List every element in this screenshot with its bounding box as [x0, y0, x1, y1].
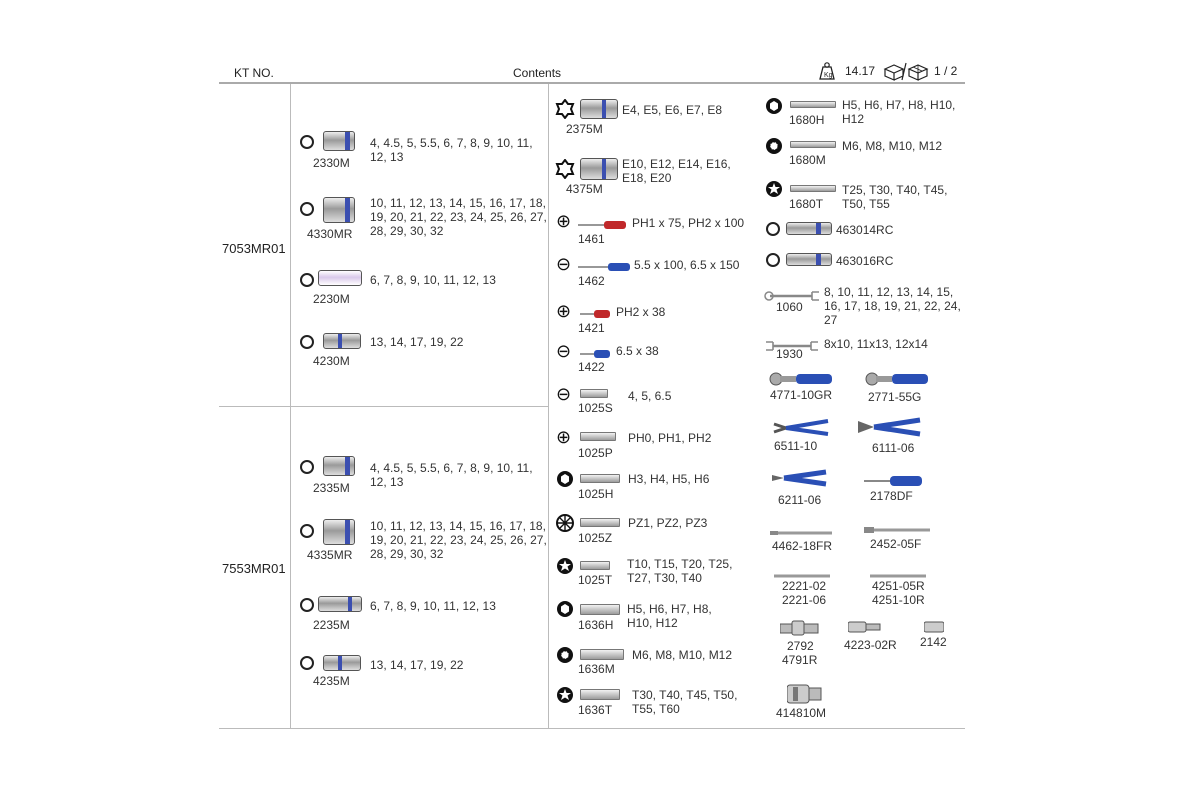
bit-icon: [580, 518, 620, 527]
item-sizes: 8x10, 11x13, 12x14: [824, 337, 928, 351]
item-code: 2235M: [313, 618, 350, 632]
item-code: 4330MR: [307, 227, 353, 241]
torx-icon: [556, 686, 574, 709]
item-sizes: 13, 14, 17, 19, 22: [370, 335, 464, 349]
item-sizes: T25, T30, T40, T45, T50, T55: [842, 183, 948, 211]
socket-band: [602, 159, 606, 179]
header-rule: [219, 82, 965, 84]
row-divider: [219, 406, 548, 407]
hex-bit-symbol-icon: [765, 97, 783, 120]
socket-band: [816, 254, 821, 265]
item-sizes: H5, H6, H7, H8, H10, H12: [627, 602, 712, 630]
hex-socket-ring-icon: [300, 524, 314, 538]
hex-socket-ring-icon: [766, 253, 780, 267]
item-sizes: 4, 5, 6.5: [628, 389, 672, 403]
tool-code: 4223-02R: [844, 638, 897, 652]
item-code: 1060: [776, 300, 803, 314]
item-code: 1462: [578, 274, 605, 288]
pozidriv-icon: [556, 514, 574, 537]
bit-icon: [580, 474, 620, 483]
tool-code: 4462-18FR: [772, 539, 833, 553]
hex-socket-ring-icon: [300, 335, 314, 349]
item-sizes: 5.5 x 100, 6.5 x 150: [634, 258, 740, 272]
item-code: 1025Z: [578, 531, 613, 545]
hex-socket-ring-icon: [300, 202, 314, 216]
socket-band: [345, 132, 350, 150]
phillips-icon: ⊕: [556, 427, 572, 447]
socket-icon: [318, 270, 362, 286]
item-code: 1025H: [578, 487, 614, 501]
socket-band: [348, 597, 352, 611]
tool-code: 6511-10: [774, 439, 818, 453]
item-sizes: 13, 14, 17, 19, 22: [370, 658, 464, 672]
item-sizes: PH2 x 38: [616, 305, 666, 319]
item-sizes: 6, 7, 8, 9, 10, 11, 12, 13: [370, 599, 496, 613]
socket-icon: [580, 158, 618, 180]
spline-icon: [556, 646, 574, 669]
tool-code: 4771-10GR: [770, 388, 833, 402]
item-code: 4230M: [313, 354, 350, 368]
item-code: 1636M: [578, 662, 615, 676]
tool-code: 2771-55G: [868, 390, 922, 404]
item-sizes: PH1 x 75, PH2 x 100: [632, 216, 745, 230]
tool-code: 2452-05F: [870, 537, 922, 551]
bit-icon: [580, 649, 624, 660]
socket-band: [338, 334, 342, 348]
item-code: 2375M: [566, 122, 603, 136]
item-sizes: M6, M8, M10, M12: [842, 139, 943, 153]
item-code: 4335MR: [307, 548, 353, 562]
torx-icon: [765, 180, 783, 203]
tool-code: 2178DF: [870, 489, 913, 503]
kt-no-header: KT NO.: [234, 66, 274, 80]
socket-icon: [323, 655, 361, 671]
tool-code: 414810M: [776, 706, 827, 720]
bit-icon: [580, 561, 610, 570]
item-sizes: 10, 11, 12, 13, 14, 15, 16, 17, 18, 19, 20, 21, 22, 23, 24, 25, 26, 27, 28, 29, 30, 32: [370, 196, 547, 238]
kt-number: 7053MR01: [222, 241, 286, 256]
item-code: 1680M: [789, 153, 826, 167]
item-sizes: 4, 4.5, 5, 5.5, 6, 7, 8, 9, 10, 11, 12, 13: [370, 136, 533, 164]
kt-number: 7553MR01: [222, 561, 286, 576]
e-torx-icon: [555, 159, 575, 184]
spark-plug-socket-icon: [786, 253, 832, 266]
weight-value: 14.17: [845, 64, 876, 78]
socket-icon: [323, 131, 355, 151]
bottom-rule: [219, 728, 965, 729]
item-code: 1636H: [578, 618, 614, 632]
hex-bit-symbol-icon: [556, 600, 574, 623]
bit-icon: [580, 389, 608, 398]
item-code: 2230M: [313, 292, 350, 306]
kt-column-divider: [290, 84, 291, 728]
contents-column-divider: [548, 84, 549, 728]
socket-icon: [323, 519, 355, 545]
item-code: 1025S: [578, 401, 613, 415]
item-sizes: E4, E5, E6, E7, E8: [622, 103, 723, 117]
item-code: 4235M: [313, 674, 350, 688]
item-sizes: H3, H4, H5, H6: [628, 472, 710, 486]
item-sizes: PZ1, PZ2, PZ3: [628, 516, 708, 530]
socket-band: [345, 198, 350, 222]
hex-socket-ring-icon: [300, 598, 314, 612]
phillips-icon: ⊕: [556, 301, 572, 321]
item-sizes: 4, 4.5, 5, 5.5, 6, 7, 8, 9, 10, 11, 12, 13: [370, 461, 533, 489]
socket-band: [602, 100, 606, 118]
hex-socket-ring-icon: [300, 273, 314, 287]
socket-band: [345, 457, 350, 475]
tool-code: 2221-06: [782, 593, 827, 607]
item-code: 463014RC: [836, 223, 894, 237]
item-code: 1930: [776, 347, 803, 361]
slotted-icon: ⊖: [556, 254, 572, 274]
item-sizes: T10, T15, T20, T25, T27, T30, T40: [627, 557, 733, 585]
item-sizes: H5, H6, H7, H8, H10, H12: [842, 98, 956, 126]
item-code: 1422: [578, 360, 605, 374]
item-code: 1636T: [578, 703, 613, 717]
hex-socket-ring-icon: [300, 460, 314, 474]
socket-band: [338, 656, 342, 670]
item-sizes: PH0, PH1, PH2: [628, 431, 712, 445]
spline-icon: [765, 137, 783, 160]
item-code: 463016RC: [836, 254, 894, 268]
item-code: 1421: [578, 321, 605, 335]
e-torx-icon: [555, 99, 575, 124]
tool-code: 4251-05R: [872, 579, 925, 593]
phillips-icon: ⊕: [556, 211, 572, 231]
item-sizes: M6, M8, M10, M12: [632, 648, 733, 662]
slotted-icon: ⊖: [556, 341, 572, 361]
tool-code: 6211-06: [778, 493, 822, 507]
torx-icon: [556, 557, 574, 580]
contents-header: Contents: [513, 66, 562, 80]
socket-icon: [323, 333, 361, 349]
bit-icon: [580, 604, 620, 615]
socket-icon: [318, 596, 362, 612]
tool-code: 6111-06: [872, 441, 915, 455]
socket-icon: [323, 197, 355, 223]
ratchet-icon: [864, 372, 930, 391]
long-bit-icon: [790, 101, 836, 108]
slotted-icon: ⊖: [556, 384, 572, 404]
item-sizes: 6.5 x 38: [616, 344, 659, 358]
item-sizes: E10, E12, E14, E16, E18, E20: [622, 157, 731, 185]
hex-socket-ring-icon: [300, 656, 314, 670]
hex-bit-symbol-icon: [556, 470, 574, 493]
tool-code: 4791R: [782, 653, 818, 667]
svg-text:Kg: Kg: [824, 72, 833, 79]
item-sizes: 8, 10, 11, 12, 13, 14, 15, 16, 17, 18, 19, 21, 22, 24, 27: [824, 285, 961, 327]
item-code: 2335M: [313, 481, 350, 495]
hex-socket-ring-icon: [766, 222, 780, 236]
pack-value: 1 / 2: [934, 64, 958, 78]
long-bit-icon: [790, 185, 836, 192]
bit-icon: [580, 432, 616, 441]
item-code: 2330M: [313, 156, 350, 170]
socket-band: [345, 520, 350, 544]
socket-band: [816, 223, 821, 234]
item-code: 1680H: [789, 113, 825, 127]
hex-socket-ring-icon: [300, 135, 314, 149]
socket-icon: [323, 456, 355, 476]
item-sizes: T30, T40, T45, T50, T55, T60: [632, 688, 738, 716]
item-code: 1680T: [789, 197, 824, 211]
combination-pliers-icon: [856, 416, 922, 443]
tool-code: 2221-02: [782, 579, 827, 593]
item-code: 4375M: [566, 182, 603, 196]
item-sizes: 10, 11, 12, 13, 14, 15, 16, 17, 18, 19, 20, 21, 22, 23, 24, 25, 26, 27, 28, 29, 30, 32: [370, 519, 547, 561]
socket-icon: [580, 99, 618, 119]
long-bit-icon: [790, 141, 836, 148]
tool-code: 2792: [787, 639, 814, 653]
diagonal-cutter-icon: [770, 468, 828, 493]
item-code: 1025T: [578, 573, 613, 587]
item-code: 1025P: [578, 446, 613, 460]
tool-code: 2142: [920, 635, 947, 649]
tool-code: 4251-10R: [872, 593, 925, 607]
spark-plug-socket-icon: [786, 222, 832, 235]
item-code: 1461: [578, 232, 605, 246]
item-sizes: 6, 7, 8, 9, 10, 11, 12, 13: [370, 273, 496, 287]
bit-icon: [580, 689, 620, 700]
adapter-icon: [848, 620, 882, 639]
